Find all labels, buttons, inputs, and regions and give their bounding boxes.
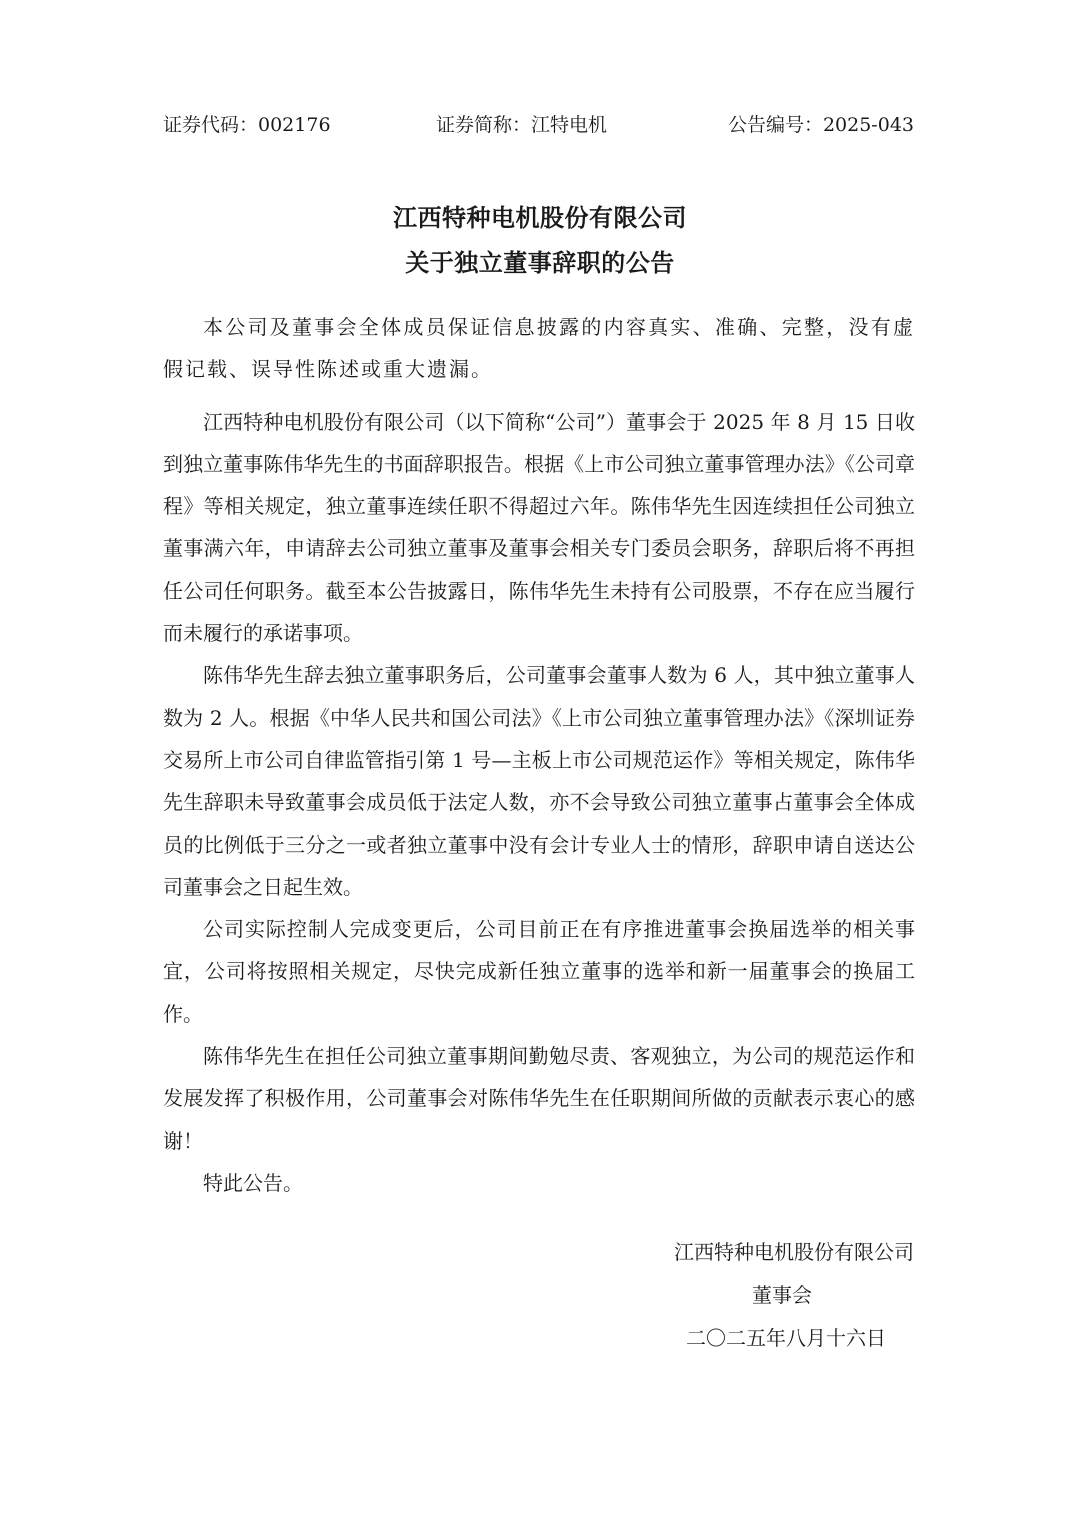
signature-company: 江西特种电机股份有限公司 bbox=[674, 1240, 914, 1264]
signature-board: 董事会 bbox=[752, 1283, 812, 1307]
closing-line: 特此公告。 bbox=[203, 1170, 303, 1195]
security-code: 证券代码：002176 bbox=[163, 114, 331, 136]
body-paragraph: 公司实际控制人完成变更后，公司目前正在有序推进董事会换届选举的相关事宜，公司将按照相关规定，尽快完成新任独立董事的选举和新一届董事会的换届工作。 bbox=[163, 917, 915, 1026]
document-body bbox=[163, 306, 915, 1204]
security-short-name: 证券简称：江特电机 bbox=[436, 114, 608, 136]
notice-number: 公告编号：2025-043 bbox=[727, 114, 914, 136]
body-paragraph: 陈伟华先生在担任公司独立董事期间勤勉尽责、客观独立，为公司的规范运作和发展发挥了积极作用，公司董事会对陈伟华先生在任职期间所做的贡献表示衷心的感谢！ bbox=[163, 1044, 915, 1153]
disclosure-statement: 本公司及董事会全体成员保证信息披露的内容真实、准确、完整，没有虚假记载、误导性陈述或重大遗漏。 bbox=[163, 315, 915, 382]
document-title-company: 江西特种电机股份有限公司 bbox=[393, 203, 687, 232]
body-paragraph: 陈伟华先生辞去独立董事职务后，公司董事会董事人数为 6 人，其中独立董事人数为 2 人。根据《中华人民共和国公司法》《上市公司独立董事管理办法》《深圳证券交易所上市公司自律监管指引第 1 号—主板上市公司规范运作》等相关规定，陈伟华先生辞职未导致董事会成员低于法定人数，亦不会导致公司独立董事占董事会全体成员的比例低于三分之一或者独立董事中没有会计专业人士的情形，辞职申请自送达公司董事会之日起生效。 bbox=[163, 663, 915, 899]
document-title-subject: 关于独立董事辞职的公告 bbox=[405, 248, 675, 277]
document-header bbox=[0, 110, 1080, 142]
signature-date: 二〇二五年八月十六日 bbox=[686, 1326, 886, 1350]
body-paragraph: 江西特种电机股份有限公司（以下简称“公司”）董事会于 2025 年 8 月 15 日收到独立董事陈伟华先生的书面辞职报告。根据《上市公司独立董事管理办法》《公司章程》等相关规定，独立董事连续任职不得超过六年。陈伟华先生因连续担任公司独立董事满六年，申请辞去公司独立董事及董事会相关专门委员会职务，辞职后将不再担任公司任何职务。截至本公告披露日，陈伟华先生未持有公司股票，不存在应当履行而未履行的承诺事项。 bbox=[163, 409, 915, 646]
